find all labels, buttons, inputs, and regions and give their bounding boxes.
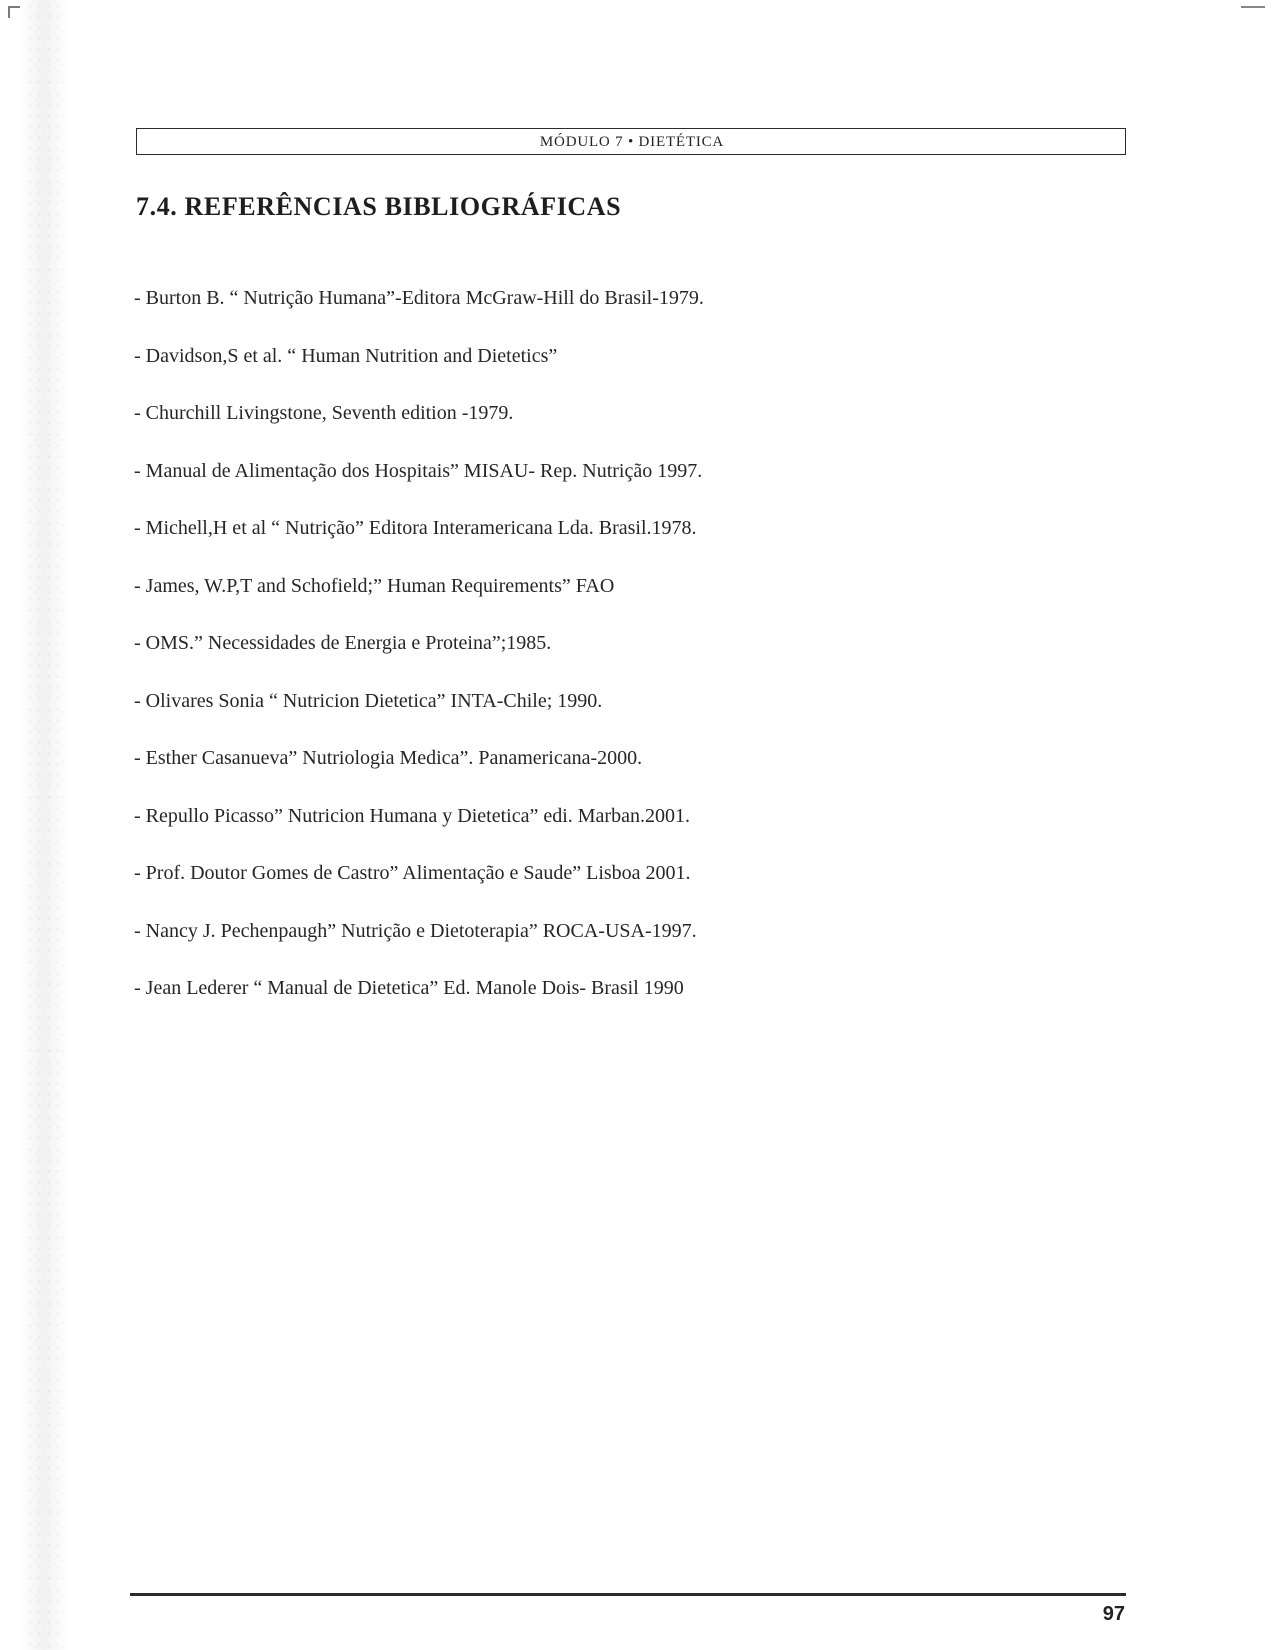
reference-item: - Repullo Picasso” Nutricion Humana y Dietetica” edi. Marban.2001. [134,804,690,827]
reference-item: - Esther Casanueva” Nutriologia Medica”. Panamericana-2000. [134,747,643,769]
reference-item: - Jean Lederer “ Manual de Dietetica” Ed. Manole Dois- Brasil 1990 [134,977,684,999]
module-header-box [136,128,1126,155]
reference-item: - Churchill Livingstone, Seventh edition -1979. [134,402,514,424]
reference-item: - Michell,H et al “ Nutrição” Editora Interamericana Lda. Brasil.1978. [134,517,697,539]
reference-item: - Burton B. “ Nutrição Humana”-Editora McGraw-Hill do Brasil-1979. [134,287,704,309]
references-list [134,288,1114,1036]
corner-mark-left [8,6,20,18]
reference-item: - Prof. Doutor Gomes de Castro” Alimentação e Saude” Lisboa 2001. [134,862,691,884]
corner-mark-right [1241,6,1265,8]
reference-item: - Nancy J. Pechenpaugh” Nutrição e Dietoterapia” ROCA-USA-1997. [134,919,697,942]
reference-item: - OMS.” Necessidades de Energia e Proteina”;1985. [134,632,552,654]
module-header-label: MÓDULO 7 • DIETÉTICA [539,134,725,150]
reference-item: - Manual de Alimentação dos Hospitais” MISAU- Rep. Nutrição 1997. [134,459,703,482]
reference-item: - James, W.P,T and Schofield;” Human Requirements” FAO [134,574,615,597]
page-number: 97 [1102,1603,1125,1625]
scan-noise [26,0,66,1650]
reference-item: - Olivares Sonia “ Nutricion Dietetica” INTA-Chile; 1990. [134,689,603,712]
footer-rule [130,1593,1126,1596]
reference-item: - Davidson,S et al. “ Human Nutrition and Dietetics” [134,344,558,367]
section-title: 7.4. REFERÊNCIAS BIBLIOGRÁFICAS [136,192,622,221]
